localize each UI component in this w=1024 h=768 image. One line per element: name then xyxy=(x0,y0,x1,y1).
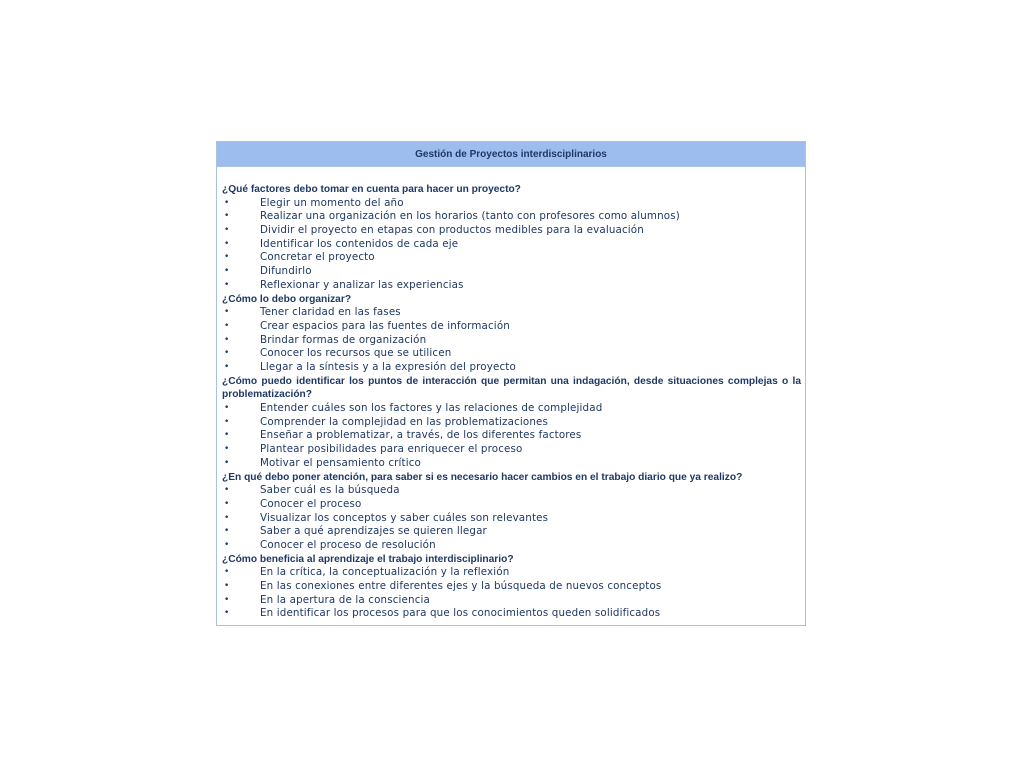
bullet-icon: • xyxy=(224,348,230,359)
bullet-icon: • xyxy=(224,581,230,592)
list-item xyxy=(222,361,801,375)
list-item-text: Plantear posibilidades para enriquecer el proceso xyxy=(260,443,523,456)
bullet-icon: • xyxy=(224,266,230,277)
section-question: ¿Cómo lo debo organizar? xyxy=(222,293,352,305)
list-item xyxy=(222,238,801,252)
bullet-icon: • xyxy=(224,320,230,331)
bullet-icon: • xyxy=(224,279,230,290)
bullet-list xyxy=(222,402,801,470)
list-item-text: Difundirlo xyxy=(260,265,312,278)
list-item-text: Brindar formas de organización xyxy=(260,333,427,346)
list-item-text: Reflexionar y analizar las experiencias xyxy=(260,278,464,291)
bullet-icon: • xyxy=(224,567,230,578)
bullet-list xyxy=(222,197,801,293)
list-item-text: Visualizar los conceptos y saber cuáles son relevantes xyxy=(260,511,549,524)
list-item xyxy=(222,594,801,608)
list-item-text: En las conexiones entre diferentes ejes y la búsqueda de nuevos conceptos xyxy=(260,580,662,593)
list-item-text: Crear espacios para las fuentes de información xyxy=(260,319,510,332)
list-item-text: Enseñar a problematizar, a través, de los diferentes factores xyxy=(260,429,582,442)
list-item xyxy=(222,416,801,430)
list-item-text: En la crítica, la conceptualización y la reflexión xyxy=(260,566,510,579)
list-item-text: Conocer el proceso xyxy=(260,497,362,510)
bullet-icon: • xyxy=(224,526,230,537)
list-item-text: Identificar los contenidos de cada eje xyxy=(260,237,459,250)
section-question: ¿Cómo puedo identificar los puntos de interacción que permitan una indagación, desde situaciones complejas o la problematización? xyxy=(222,375,801,401)
list-item xyxy=(222,443,801,457)
section-question: ¿En qué debo poner atención, para saber si es necesario hacer cambios en el trabajo diario que ya realizo? xyxy=(222,471,743,483)
list-item-text: Llegar a la síntesis y a la expresión del proyecto xyxy=(260,360,516,373)
bullet-icon: • xyxy=(224,608,230,619)
bullet-icon: • xyxy=(224,430,230,441)
section-question: ¿Qué factores debo tomar en cuenta para hacer un proyecto? xyxy=(222,184,521,195)
list-item-text: En identificar los procesos para que los conocimientos queden solidificados xyxy=(260,607,661,620)
list-item xyxy=(222,197,801,211)
list-item xyxy=(222,498,801,512)
list-item-text: Saber a qué aprendizajes se quieren llegar xyxy=(260,525,487,538)
bullet-icon: • xyxy=(224,238,230,249)
list-item xyxy=(222,210,801,224)
list-item-text: Tener claridad en las fases xyxy=(260,306,401,319)
content-table xyxy=(216,141,806,626)
list-item-text: Elegir un momento del año xyxy=(260,196,404,209)
list-item-text: Comprender la complejidad en las problematizaciones xyxy=(260,415,549,428)
list-item-text: Conocer los recursos que se utilicen xyxy=(260,347,452,360)
list-item xyxy=(222,251,801,265)
bullet-icon: • xyxy=(224,416,230,427)
list-item xyxy=(222,279,801,293)
table-body xyxy=(217,167,805,625)
list-item-text: Realizar una organización en los horarios (tanto con profesores como alumnos) xyxy=(260,210,680,223)
list-item-text: Saber cuál es la búsqueda xyxy=(260,484,400,497)
list-item xyxy=(222,265,801,279)
list-item-text: Dividir el proyecto en etapas con productos medibles para la evaluación xyxy=(260,224,644,237)
list-item xyxy=(222,224,801,238)
bullet-icon: • xyxy=(224,252,230,263)
bullet-icon: • xyxy=(224,444,230,455)
list-item xyxy=(222,334,801,348)
table-header xyxy=(217,142,805,167)
bullet-icon: • xyxy=(224,225,230,236)
bullet-icon: • xyxy=(224,361,230,372)
list-item xyxy=(222,566,801,580)
bullet-icon: • xyxy=(224,211,230,222)
list-item xyxy=(222,539,801,553)
bullet-icon: • xyxy=(224,457,230,468)
bullet-icon: • xyxy=(224,498,230,509)
list-item xyxy=(222,484,801,498)
list-item xyxy=(222,402,801,416)
list-item xyxy=(222,607,801,621)
list-item xyxy=(222,580,801,594)
list-item xyxy=(222,429,801,443)
bullet-icon: • xyxy=(224,403,230,414)
list-item xyxy=(222,457,801,471)
bullet-icon: • xyxy=(224,197,230,208)
bullet-list xyxy=(222,566,801,621)
bullet-list xyxy=(222,484,801,552)
list-item-text: Conocer el proceso de resolución xyxy=(260,538,436,551)
list-item-text: Entender cuáles son los factores y las relaciones de complejidad xyxy=(260,402,603,415)
bullet-icon: • xyxy=(224,485,230,496)
list-item-text: Concretar el proyecto xyxy=(260,251,375,264)
list-item xyxy=(222,320,801,334)
bullet-icon: • xyxy=(224,334,230,345)
bullet-list xyxy=(222,306,801,374)
list-item-text: En la apertura de la consciencia xyxy=(260,593,430,606)
list-item xyxy=(222,512,801,526)
list-item xyxy=(222,525,801,539)
table-title: Gestión de Proyectos interdisciplinarios xyxy=(415,148,607,160)
bullet-icon: • xyxy=(224,594,230,605)
list-item xyxy=(222,306,801,320)
bullet-icon: • xyxy=(224,512,230,523)
bullet-icon: • xyxy=(224,539,230,550)
list-item xyxy=(222,347,801,361)
list-item-text: Motivar el pensamiento crítico xyxy=(260,456,422,469)
bullet-icon: • xyxy=(224,307,230,318)
section-question: ¿Cómo beneficia al aprendizaje el trabajo interdisciplinario? xyxy=(222,553,514,565)
